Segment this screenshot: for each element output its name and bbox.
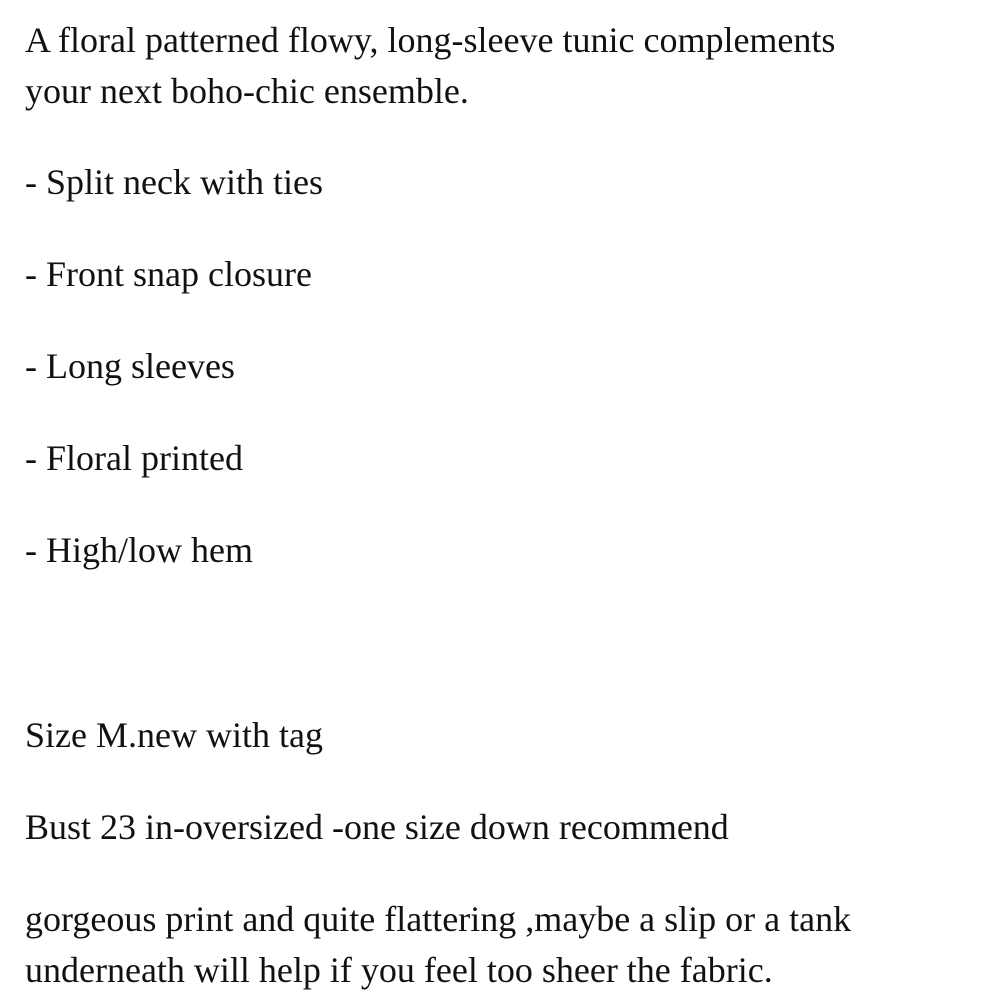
note-line-2: underneath will help if you feel too sheer the fabric. [25, 950, 773, 990]
bust-line: Bust 23 in-oversized -one size down recommend [25, 807, 729, 847]
feature-front-snap: - Front snap closure [25, 254, 312, 294]
feature-high-low-hem: - High/low hem [25, 530, 253, 570]
intro-line-2: your next boho-chic ensemble. [25, 71, 469, 111]
size-line: Size M.new with tag [25, 715, 323, 755]
feature-split-neck: - Split neck with ties [25, 162, 323, 202]
feature-long-sleeves: - Long sleeves [25, 346, 235, 386]
feature-floral-printed: - Floral printed [25, 438, 243, 478]
note-line-1: gorgeous print and quite flattering ,maybe a slip or a tank [25, 899, 852, 939]
intro-line-1: A floral patterned flowy, long-sleeve tunic complements [25, 20, 836, 60]
